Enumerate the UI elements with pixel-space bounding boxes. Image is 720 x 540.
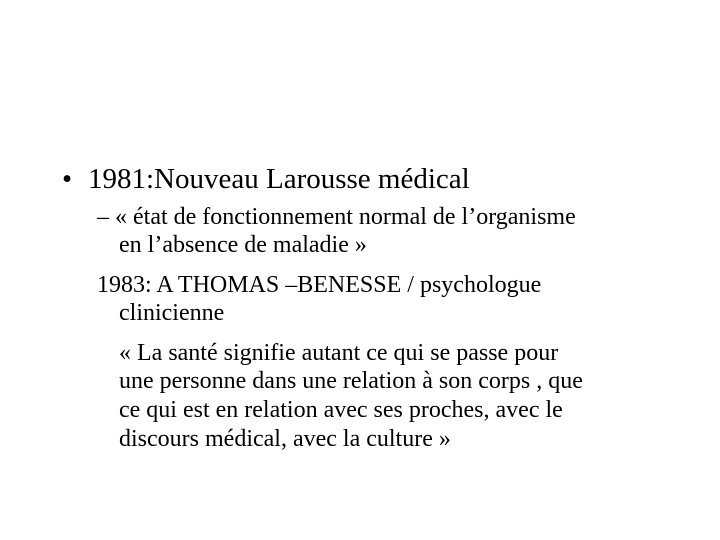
quote-line: en l’absence de maladie » (119, 232, 367, 258)
citation-line: 1983: A THOMAS –BENESSE / psychologue (97, 272, 542, 298)
quote-line: discours médical, avec la culture » (119, 426, 451, 452)
level-1-bullet (62, 162, 470, 196)
bullet-marker: • (62, 163, 73, 195)
dash-marker: – (97, 204, 109, 230)
citation-line: clinicienne (119, 300, 225, 326)
level-2-bullet (97, 203, 576, 231)
quote-line: « La santé signifie autant ce qui se passe pour (119, 340, 559, 366)
quote-line: ce qui est en relation avec ses proches, avec le (119, 397, 563, 423)
bullet-heading: 1981:Nouveau Larousse médical (88, 163, 470, 195)
quote-line: « état de fonctionnement normal de l’organisme (115, 204, 576, 230)
quote-line: une personne dans une relation à son corps , que (119, 368, 583, 394)
